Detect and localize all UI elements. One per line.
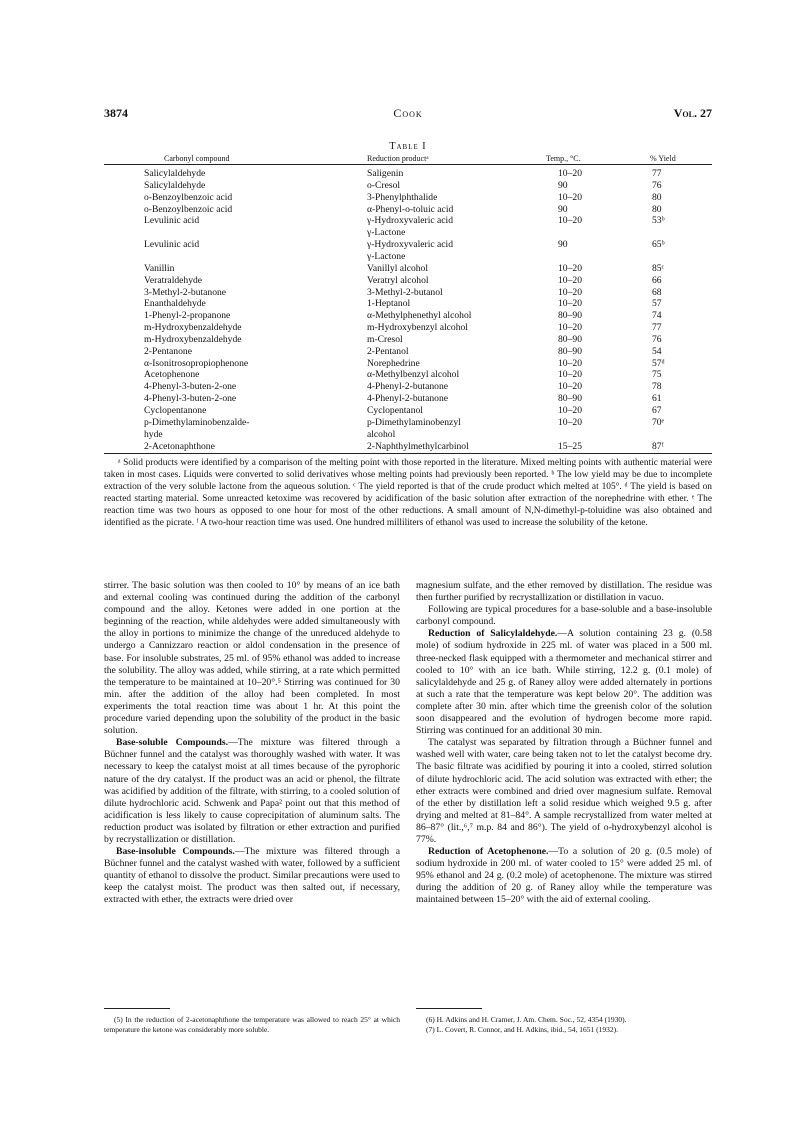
table-row xyxy=(0,369,812,381)
carbonyl-cell: Enanthaldehyde xyxy=(144,298,206,310)
footnotes-right xyxy=(416,1015,712,1035)
temp-cell: 90 xyxy=(558,203,568,215)
footnote: (7) L. Covert, R. Connor, and H. Adkins, ibid., 54, 1651 (1932). xyxy=(426,1025,618,1034)
product-cell: Norephedrine xyxy=(367,357,420,369)
carbonyl-cell: 4-Phenyl-3-buten-2-one xyxy=(144,393,237,405)
table-row xyxy=(0,192,812,204)
yield-cell: 70ᵉ xyxy=(652,416,665,428)
product-cell: γ-Hydroxyvaleric acid xyxy=(367,215,454,227)
page-number: 3874 xyxy=(104,106,128,120)
temp-cell: 10–20 xyxy=(558,369,582,381)
table-row xyxy=(0,393,812,405)
table-header-rule xyxy=(104,164,712,165)
yield-cell: 76 xyxy=(652,179,662,191)
yield-cell: 57ᵈ xyxy=(652,357,665,369)
table-footnote: ᵃ Solid products were identified by a comparison of the melting point with those reported in the literature. Mixed melting points with authentic material were taken in most cases. Liquids were converted to solid derivatives whose melting points had previously been reported. ᵇ The low yield may be due to incomplete extraction of the very soluble lactone from the aqueous solution. ᶜ The yield reported is that of the crude product which melted at 105°. ᵈ The yield is based on reacted starting material. Some unreacted ketoxime was recovered by acidification of the basic solution after extraction of the norephedrine with ether. ᵉ The reaction time was two hours as opposed to one hour for most of the other reductions. A small amount of N,N-dimethyl-p-toluidine was also obtained and identified as the picrate. ᶠ A two-hour reaction time was used. One hundred milliliters of ethanol was used to increase the solubility of the ketone. xyxy=(104,458,712,529)
carbonyl-cell: Salicylaldehyde xyxy=(144,179,206,191)
yield-cell: 76 xyxy=(652,333,662,345)
temp-cell: 80–90 xyxy=(558,310,582,322)
yield-cell: 85ᶜ xyxy=(652,262,665,274)
carbonyl-cell: Acetophenone xyxy=(144,369,200,381)
volume-label: Vol. 27 xyxy=(673,106,712,120)
temp-cell: 10–20 xyxy=(558,357,582,369)
carbonyl-cell: 1-Phenyl-2-propanone xyxy=(144,310,231,322)
paragraph: Reduction of Salicylaldehyde.—A solution containing 23 g. (0.58 mole) of sodium hydroxide in 225 ml. of water was placed in a 500 ml. three-necked flask equipped with a thermometer and mechanical stirrer and cooled to 10° with an ice bath. While stirring, 12.2 g. (0.1 mole) of salicylaldehyde and 25 g. of Raney alloy were added alternately in portions at such a rate that the temperature was kept below 20°. The addition was complete after 30 min. after which time the greenish color of the solution soon disappeared and the evolution of hydrogen become more rapid. Stirring was continued for an additional 30 min. xyxy=(416,628,712,737)
carbonyl-cell: Levulinic acid xyxy=(144,239,200,251)
product-cell: Saligenin xyxy=(367,168,404,179)
product-cell: Vanillyl alcohol xyxy=(367,262,429,274)
yield-cell: 68 xyxy=(652,286,662,298)
yield-cell: 77 xyxy=(652,322,662,334)
table-row xyxy=(0,405,812,417)
yield-cell: 75 xyxy=(652,369,662,381)
footnote-rule-left xyxy=(104,1008,170,1009)
temp-cell: 10–20 xyxy=(558,298,582,310)
product-cell: m-Hydroxybenzyl alcohol xyxy=(367,322,468,334)
product-cell: α-Phenyl-o-toluic acid xyxy=(367,203,454,215)
yield-cell: 80 xyxy=(652,203,662,215)
section-heading: Base-soluble Compounds. xyxy=(116,737,229,749)
yield-cell: 80 xyxy=(652,191,662,203)
table-row xyxy=(0,168,812,180)
carbonyl-cell: Levulinic acid xyxy=(144,215,200,227)
running-header xyxy=(104,106,712,122)
footnote: (6) H. Adkins and H. Cramer, J. Am. Chem. Soc., 52, 4354 (1930). xyxy=(426,1015,627,1024)
table-row xyxy=(0,287,812,299)
carbonyl-cell: 4-Phenyl-3-buten-2-one xyxy=(144,381,237,393)
table-row xyxy=(0,227,812,239)
product-cell: o-Cresol xyxy=(367,179,401,191)
table-header-product: Reduction productᵃ xyxy=(367,154,429,163)
temp-cell: 10–20 xyxy=(558,322,582,334)
product-cell: 2-Pentanol xyxy=(367,345,409,357)
yield-cell: 57 xyxy=(652,298,662,310)
product-cell: alcohol xyxy=(367,428,396,440)
footnote-rule-right xyxy=(416,1008,482,1009)
product-cell: γ-Lactone xyxy=(367,250,406,262)
temp-cell: 10–20 xyxy=(558,405,582,416)
yield-cell: 77 xyxy=(652,168,662,179)
paragraph: Following are typical procedures for a base-soluble and a base-insoluble carbonyl compound. xyxy=(416,604,712,628)
paragraph: Base-soluble Compounds.—The mixture was filtered through a Büchner funnel and the catalyst was thoroughly washed with water. It was necessary to keep the catalyst moist at all times because of the pyrophoric nature of the dry catalyst. If the product was an acid or phenol, the filtrate was acidified by addition of the filtrate, with stirring, to a cooled solution of dilute hydrochloric acid. Schwenk and Papa² point out that this method of acidification is less likely to cause coprecipitation of aluminum salts. The reduction product was isolated by filtration or ether extraction and purified by recrystallization or distillation. xyxy=(104,737,401,845)
yield-cell: 74 xyxy=(652,310,662,322)
temp-cell: 10–20 xyxy=(558,168,582,179)
table-row xyxy=(0,322,812,334)
paragraph: magnesium sulfate, and the ether removed by distillation. The residue was then further purified by recrystallization or distillation in vacuo. xyxy=(416,580,712,604)
table-row xyxy=(0,263,812,275)
paragraph: Reduction of Acetophenone.—To a solution of 20 g. (0.5 mole) of sodium hydroxide in 200 ml. of water cooled to 15° were added 25 ml. of 95% ethanol and 24 g. (0.2 mole) of acetophenone. The mixture was stirred during the addition of 20 g. of Raney alloy while the temperature was maintained between 15–20° with the aid of external cooling. xyxy=(416,846,712,906)
temp-cell: 90 xyxy=(558,239,568,251)
paragraph: The catalyst was separated by filtration through a Büchner funnel and washed well with water, care being taken not to let the catalyst become dry. The basic filtrate was acidified by pouring it into a cooled, stirred solution of dilute hydrochloric acid. The acid solution was extracted with ether; the ether extracts were combined and dried over magnesium sulfate. Removal of the ether by distillation left a solid residue which weighed 9.5 g. after drying and melted at 81–84°. A sample recrystallized from water melted at 86–87° (lit.,⁶,⁷ m.p. 84 and 86°). The yield of o-hydroxybenzyl alcohol is 77%. xyxy=(416,737,712,845)
footnote: (5) In the reduction of 2-acetonaphthone the temperature was allowed to reach 25° at which temperature the ketone was considerably more soluble. xyxy=(104,1015,400,1034)
product-cell: α-Methylphenethyl alcohol xyxy=(367,310,472,322)
product-cell: m-Cresol xyxy=(367,333,403,345)
table-row xyxy=(0,417,812,429)
carbonyl-cell: Veratraldehyde xyxy=(144,274,203,286)
table-title: Table I xyxy=(389,141,427,152)
table-row xyxy=(0,429,812,441)
paragraph: stirrer. The basic solution was then cooled to 10° by means of an ice bath and external cooling was continued during the addition of the carbonyl compound and the alloy. Ketones were added in one portion at the beginning of the reaction, while aldehydes were added simultaneously with the alloy in portions to minimize the change of the unreduced aldehyde to undergo a Cannizzaro reaction or aldol condensation in the presence of base. For insoluble substrates, 25 ml. of 95% ethanol was added to increase the solubility. The alloy was added, while stirring, at a rate which permitted the temperature to be maintained at 10–20°.⁵ Stirring was continued for 30 min. after the addition of the alloy had been completed. In most experiments the total reaction time was about 1 hr. At this point the procedure varied depending upon the solubility of the product in the basic solution. xyxy=(104,580,400,737)
carbonyl-cell: Cyclopentanone xyxy=(144,405,207,416)
table-header-carbonyl: Carbonyl compound xyxy=(164,154,230,163)
right-column xyxy=(416,580,712,907)
carbonyl-cell: hyde xyxy=(144,428,163,440)
carbonyl-cell: 2-Acetonaphthone xyxy=(144,440,215,452)
yield-cell: 53ᵇ xyxy=(652,215,665,227)
footnote-left xyxy=(104,1015,400,1035)
product-cell: 1-Heptanol xyxy=(367,298,411,310)
left-column xyxy=(104,580,400,907)
table-bottom-rule xyxy=(104,453,712,454)
table-row xyxy=(0,358,812,370)
yield-cell: 78 xyxy=(652,381,662,393)
section-heading: Reduction of Salicylaldehyde. xyxy=(428,628,558,640)
temp-cell: 10–20 xyxy=(558,416,582,428)
yield-cell: 65ᵇ xyxy=(652,239,665,251)
carbonyl-cell: Salicylaldehyde xyxy=(144,168,206,179)
temp-cell: 10–20 xyxy=(558,381,582,393)
temp-cell: 80–90 xyxy=(558,393,582,405)
product-cell: 4-Phenyl-2-butanone xyxy=(367,381,448,393)
table-row xyxy=(0,239,812,251)
carbonyl-cell: Vanillin xyxy=(144,262,175,274)
temp-cell: 80–90 xyxy=(558,333,582,345)
table-row xyxy=(0,180,812,192)
temp-cell: 90 xyxy=(558,179,568,191)
table-row xyxy=(0,275,812,287)
running-author: Cook xyxy=(393,106,423,120)
yield-cell: 66 xyxy=(652,274,662,286)
yield-cell: 61 xyxy=(652,393,662,405)
product-cell: Cyclopentanol xyxy=(367,405,423,416)
table-row xyxy=(0,298,812,310)
table-row xyxy=(0,381,812,393)
section-heading: Reduction of Acetophenone. xyxy=(428,846,549,858)
paragraph: Base-insoluble Compounds.—The mixture was filtered through a Büchner funnel and the catalyst washed with water, followed by a sufficient quantity of ethanol to dissolve the product. Similar precautions were used to keep the catalyst moist. The product was then salted out, if necessary, extracted with ether, the extracts were dried over xyxy=(104,846,401,906)
table-row xyxy=(0,251,812,263)
carbonyl-cell: o-Benzoylbenzoic acid xyxy=(144,203,233,215)
temp-cell: 10–20 xyxy=(558,191,582,203)
carbonyl-cell: α-Isonitrosopropiophenone xyxy=(144,357,249,369)
product-cell: 3-Phenylphthalide xyxy=(367,191,438,203)
product-cell: Veratryl alcohol xyxy=(367,274,429,286)
product-cell: γ-Lactone xyxy=(367,227,406,239)
table-header-temp: Temp., °C. xyxy=(546,154,581,163)
yield-cell: 87ᶠ xyxy=(652,440,664,452)
section-heading: Base-insoluble Compounds. xyxy=(116,846,235,858)
temp-cell: 15–25 xyxy=(558,440,582,452)
temp-cell: 10–20 xyxy=(558,274,582,286)
table-row xyxy=(0,334,812,346)
carbonyl-cell: p-Dimethylaminobenzalde- xyxy=(144,416,250,428)
carbonyl-cell: 2-Pentanone xyxy=(144,345,192,357)
temp-cell: 10–20 xyxy=(558,286,582,298)
temp-cell: 10–20 xyxy=(558,215,582,227)
temp-cell: 80–90 xyxy=(558,345,582,357)
product-cell: 3-Methyl-2-butanol xyxy=(367,286,443,298)
product-cell: p-Dimethylaminobenzyl xyxy=(367,416,461,428)
carbonyl-cell: m-Hydroxybenzaldehyde xyxy=(144,322,242,334)
yield-cell: 67 xyxy=(652,405,662,416)
carbonyl-cell: m-Hydroxybenzaldehyde xyxy=(144,333,242,345)
table-row xyxy=(0,310,812,322)
temp-cell: 10–20 xyxy=(558,262,582,274)
product-cell: γ-Hydroxyvaleric acid xyxy=(367,239,454,251)
table-row xyxy=(0,346,812,358)
carbonyl-cell: 3-Methyl-2-butanone xyxy=(144,286,227,298)
yield-cell: 54 xyxy=(652,345,662,357)
table-row xyxy=(0,441,812,453)
product-cell: 2-Naphthylmethylcarbinol xyxy=(367,440,469,452)
carbonyl-cell: o-Benzoylbenzoic acid xyxy=(144,191,233,203)
product-cell: 4-Phenyl-2-butanone xyxy=(367,393,448,405)
product-cell: α-Methylbenzyl alcohol xyxy=(367,369,460,381)
table-header-yield: % Yield xyxy=(650,154,676,163)
table-row xyxy=(0,215,812,227)
table-row xyxy=(0,204,812,216)
